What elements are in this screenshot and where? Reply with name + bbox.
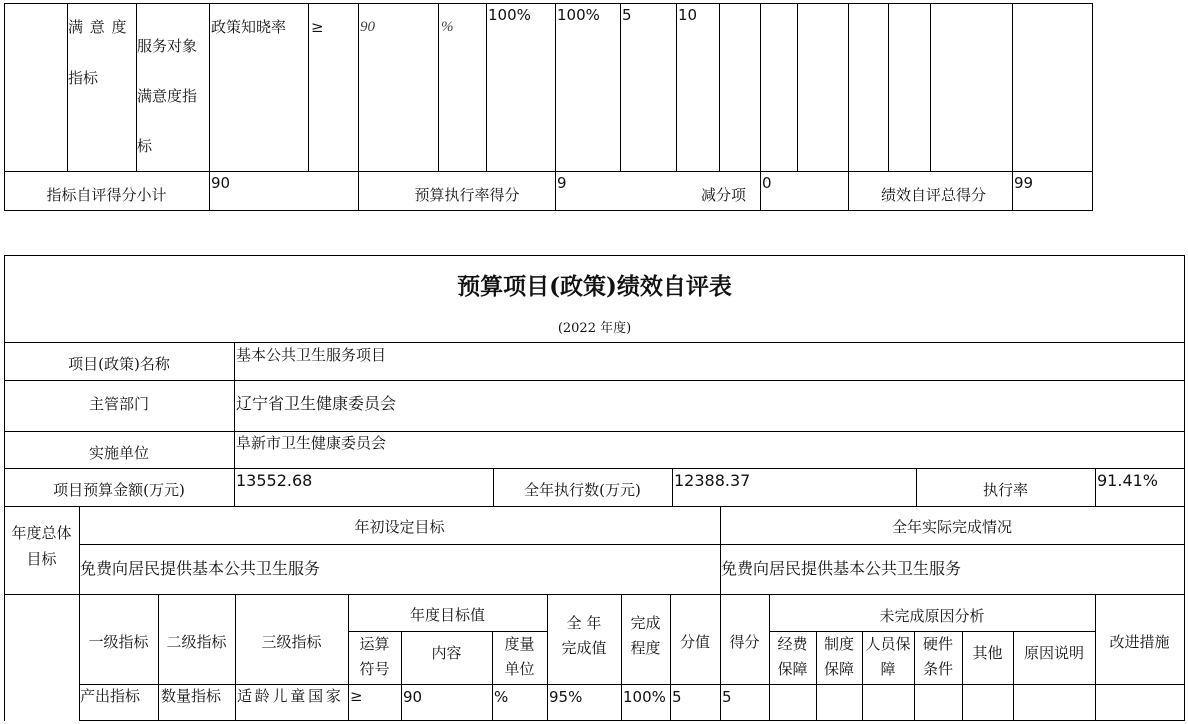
satisfaction-completion: 100% bbox=[488, 6, 531, 24]
initial-goal-label: 年初设定目标 bbox=[354, 518, 445, 536]
row-completion: 95% bbox=[549, 688, 583, 706]
header-degree-2: 程度 bbox=[630, 639, 661, 657]
exec-label: 全年执行数(万元) bbox=[524, 481, 641, 499]
satisfaction-level2-2: 满意度指 bbox=[137, 87, 198, 105]
satisfaction-target: 90 bbox=[360, 19, 375, 35]
satisfaction-op: ≥ bbox=[311, 18, 324, 36]
header-completion-1: 全 年 bbox=[566, 614, 602, 632]
rate-value: 91.41% bbox=[1097, 471, 1159, 490]
satisfaction-score: 10 bbox=[678, 6, 698, 24]
project-name: 基本公共卫生服务项目 bbox=[236, 346, 387, 364]
exec-value: 12388.37 bbox=[674, 471, 751, 490]
row-unit: % bbox=[494, 688, 509, 706]
header-system-1: 制度 bbox=[823, 635, 854, 653]
dept-value: 辽宁省卫生健康委员会 bbox=[236, 394, 397, 413]
budget-value: 13552.68 bbox=[236, 471, 313, 490]
header-completion-2: 完成值 bbox=[561, 639, 607, 657]
row-level1: 产出指标 bbox=[80, 687, 141, 705]
actual-goal: 免费向居民提供基本公共卫生服务 bbox=[721, 559, 962, 578]
row-op: ≥ bbox=[350, 687, 363, 705]
header-weight: 分值 bbox=[679, 633, 710, 651]
header-level2: 二级指标 bbox=[166, 633, 227, 651]
satisfaction-level2-1: 服务对象 bbox=[137, 37, 198, 55]
form-year: (2022 年度) bbox=[557, 321, 632, 336]
satisfaction-weight: 5 bbox=[622, 6, 632, 24]
header-annual-target: 年度目标值 bbox=[409, 606, 485, 624]
header-funds-2: 保障 bbox=[777, 660, 808, 678]
header-level3: 三级指标 bbox=[261, 633, 322, 651]
header-other: 其他 bbox=[972, 644, 1003, 662]
goal-label-2: 目标 bbox=[26, 550, 57, 568]
impl-value: 阜新市卫生健康委员会 bbox=[236, 434, 387, 452]
total-value: 99 bbox=[1014, 174, 1034, 192]
actual-goal-label: 全年实际完成情况 bbox=[891, 518, 1012, 536]
row-weight: 5 bbox=[672, 688, 682, 706]
header-hardware-1: 硬件 bbox=[922, 635, 953, 653]
header-system-2: 保障 bbox=[823, 660, 854, 678]
rate-label: 执行率 bbox=[982, 481, 1028, 499]
header-unit-2: 单位 bbox=[504, 660, 535, 678]
subtotal-label: 指标自评得分小计 bbox=[46, 186, 167, 204]
header-staff-2: 障 bbox=[880, 660, 896, 678]
header-content: 内容 bbox=[431, 644, 462, 662]
row-score: 5 bbox=[722, 688, 732, 706]
header-op-2: 符号 bbox=[359, 660, 390, 678]
header-degree-1: 完成 bbox=[630, 614, 661, 632]
impl-label: 实施单位 bbox=[88, 444, 149, 462]
deduction-label: 减分项 bbox=[701, 186, 747, 204]
row-degree: 100% bbox=[623, 688, 666, 706]
budget-score-label: 预算执行率得分 bbox=[414, 186, 520, 204]
initial-goal: 免费向居民提供基本公共卫生服务 bbox=[80, 559, 321, 578]
header-reasons: 未完成原因分析 bbox=[879, 607, 985, 625]
satisfaction-level2-3: 标 bbox=[137, 137, 153, 155]
header-note: 原因说明 bbox=[1023, 644, 1084, 662]
satisfaction-unit: % bbox=[441, 19, 454, 35]
deduction-value: 0 bbox=[762, 174, 772, 192]
budget-score-value: 9 bbox=[557, 174, 567, 192]
satisfaction-level3: 政策知晓率 bbox=[211, 18, 287, 36]
project-name-label: 项目(政策)名称 bbox=[68, 355, 170, 373]
dept-label: 主管部门 bbox=[88, 395, 149, 413]
subtotal-value: 90 bbox=[211, 174, 231, 192]
header-level1: 一级指标 bbox=[88, 633, 149, 651]
row-content: 90 bbox=[403, 688, 423, 706]
header-op-1: 运算 bbox=[359, 635, 390, 653]
row-level2: 数量指标 bbox=[161, 687, 222, 705]
header-unit-1: 度量 bbox=[504, 635, 535, 653]
row-level3: 适 龄 儿 童 国 家 bbox=[237, 687, 340, 705]
header-improve: 改进措施 bbox=[1109, 633, 1170, 651]
budget-label: 项目预算金额(万元) bbox=[53, 481, 185, 499]
header-hardware-2: 条件 bbox=[922, 660, 953, 678]
form-title: 预算项目(政策)绩效自评表 bbox=[457, 273, 732, 300]
header-staff-1: 人员保 bbox=[865, 635, 911, 653]
header-funds-1: 经费 bbox=[777, 635, 808, 653]
satisfaction-level1-b: 指标 bbox=[68, 69, 99, 87]
goal-label-1: 年度总体 bbox=[11, 524, 72, 542]
header-score: 得分 bbox=[729, 633, 760, 651]
total-label: 绩效自评总得分 bbox=[881, 186, 987, 204]
satisfaction-level1: 满 意 度 bbox=[68, 18, 128, 36]
satisfaction-degree: 100% bbox=[557, 6, 600, 24]
